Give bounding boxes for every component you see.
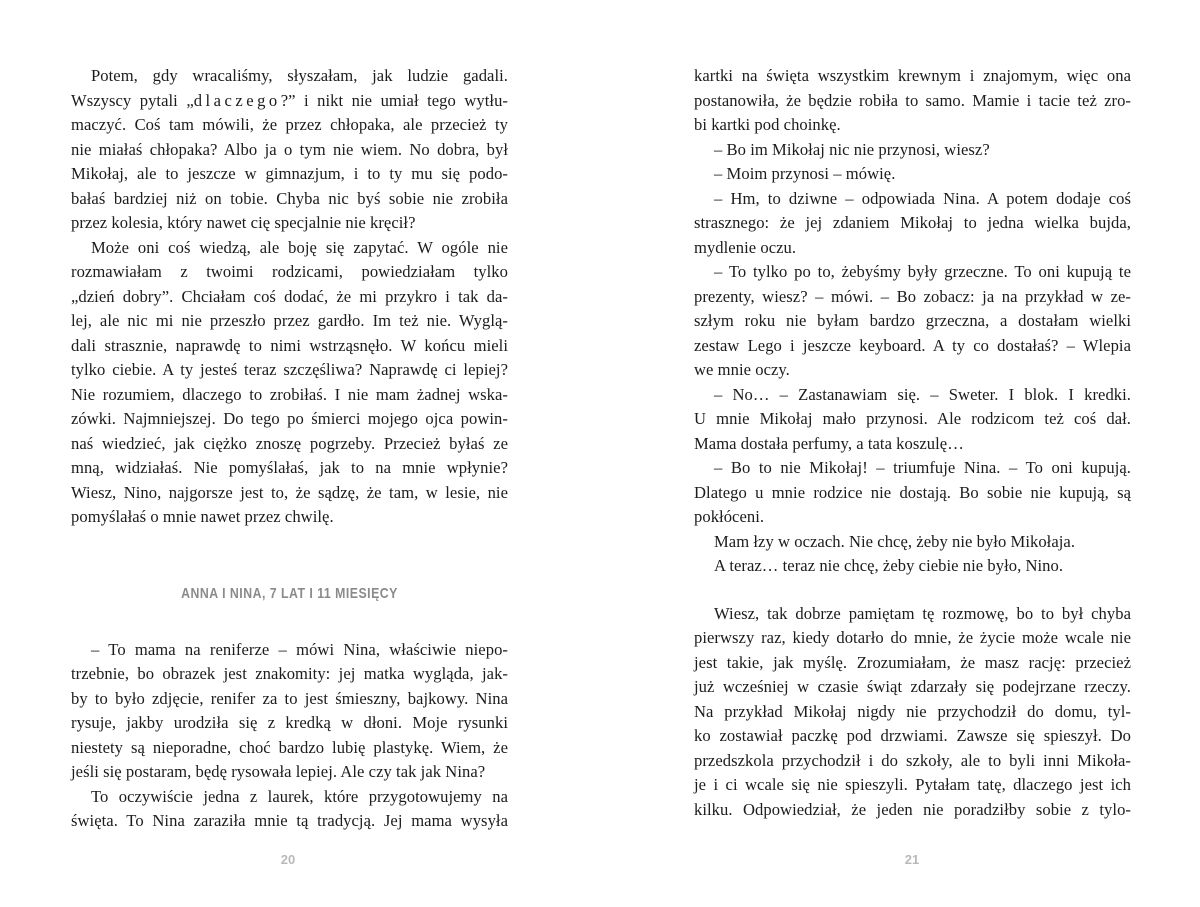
text-line: trzebnie, bo obrazek jest znakomity: jej matka wygląda, jak-	[71, 664, 508, 683]
text-line: rozmawiałam z twoimi rodzicami, powiedziałam tylko	[71, 262, 508, 281]
dialogue-line: – To tylko po to, żebyśmy były grzeczne. To oni kupują te	[714, 262, 1131, 281]
text-line: Mikołaj, ale to jeszcze w gimnazjum, i to ty mu się podo-	[71, 164, 508, 183]
text-line: „dzień dobry”. Chciałam coś dodać, że mi przykro i tak da-	[71, 286, 508, 306]
text-line: Dlatego u mnie rodzice nie dostają. Bo sobie nie kupują, są	[694, 482, 1131, 502]
text-line: jest takie, jak myślę. Zrozumiałam, że masz rację: przecież	[694, 652, 1131, 672]
text-line: szłym roku nie byłam bardzo grzeczna, a dostałam wielki	[694, 311, 1131, 330]
dialogue-line: – Bo to nie Mikołaj! – triumfuje Nina. – To oni kupują.	[714, 458, 1131, 477]
text-line: To oczywiście jedna z laurek, które przygotowujemy na	[91, 786, 508, 806]
text-line: kilku. Odpowiedział, że jeden nie poradziłby sobie z tylo-	[694, 799, 1131, 819]
text-line: Mam łzy w oczach. Nie chcę, żeby nie było Mikołaja.	[714, 531, 1076, 551]
text-line: pomyślałaś o mnie nawet przez chwilę.	[71, 507, 334, 526]
text-line: Mama dostała perfumy, a tata koszulę…	[694, 433, 964, 453]
text-line: by to było zdjęcie, renifer za to jest śmieszny, bajkowy. Nina	[71, 688, 508, 708]
text-line: nie miałaś chłopaka? Albo ja o tym nie wiem. No dobra, był	[71, 139, 508, 159]
text-line: zestaw Lego i jeszcze keyboard. A ty co dostałaś? – Wlepia	[694, 335, 1131, 355]
text-line: je i ci wcale się nie spieszyli. Pytałam tatę, dlaczego jest ich	[694, 775, 1131, 794]
dialogue-line: – Moim przynosi – mówię.	[714, 164, 896, 183]
text-line: bałaś bardziej niż on tobie. Chyba nic byś sobie nie zrobiła	[71, 188, 508, 208]
section-spacer	[71, 606, 508, 638]
text-line: maczyć. Coś tam mówili, że przez chłopaka, ale przecież ty	[71, 115, 508, 134]
text-line: Potem, gdy wracaliśmy, słyszałam, jak ludzie gadali.	[91, 66, 508, 85]
text-line: kartki na święta wszystkim krewnym i znajomym, więc ona	[694, 66, 1131, 85]
text-line	[71, 89, 508, 114]
chapter-heading: ANNA I NINA, 7 LAT I 11 MIESIĘCY	[181, 584, 398, 602]
text-line: prezenty, wiesz? – mówi. – Bo zobacz: ja na przykład w ze-	[694, 286, 1131, 306]
text-line: niestety są nieporadne, choć bardzo lubię plastykę. Wiem, że	[71, 737, 508, 757]
text-line: mydlenie oczu.	[694, 237, 797, 257]
text-line: święta. To Nina zaraziła mnie tą tradycją. Jej mama wysyła	[71, 811, 508, 830]
text-line: postanowiła, że będzie robiła to samo. Mamie i tacie też zro-	[694, 90, 1131, 110]
right-page	[694, 64, 1131, 822]
text-line: A teraz… teraz nie chcę, żeby ciebie nie było, Nino.	[714, 556, 1064, 575]
text-line: pierwszy raz, kiedy dotarło do mnie, że życie może wcale nie	[694, 628, 1131, 647]
dialogue-line: – Hm, to dziwne – odpowiada Nina. A potem dodaje coś	[714, 188, 1131, 208]
text-line: mną, widziałaś. Nie pomyślałaś, jak to na mnie wpłynie?	[71, 458, 508, 477]
text-line: ko zostawiał paczkę pod drzwiami. Zawsze się spieszył. Do	[694, 726, 1131, 745]
text-line: jeśli się postaram, będę rysowała lepiej. Ale czy tak jak Nina?	[71, 762, 486, 781]
text-line: tylko ciebie. A ty jesteś teraz szczęśliwa? Naprawdę ci lepiej?	[71, 360, 508, 379]
text-line: już wcześniej w czasie świąt zdarzały się podejrzane rzeczy.	[694, 677, 1131, 696]
text-fragment: ?” i nikt nie umiał tego wytłu-	[280, 90, 508, 110]
section-spacer	[694, 579, 1131, 602]
text-line: dali strasznie, naprawdę to nimi wstrząsnęło. W końcu mieli	[71, 335, 508, 355]
emphasized-word: dlaczego	[193, 90, 281, 110]
text-line: zówki. Najmniejszej. Do tego po śmierci mojego ojca powin-	[71, 409, 508, 428]
text-line: bi kartki pod choinkę.	[694, 115, 841, 134]
text-line: Wiesz, tak dobrze pamiętam tę rozmowę, bo to był chyba	[714, 603, 1131, 623]
text-fragment: Wszyscy pytali „	[71, 90, 194, 110]
text-line: strasznego: że jej zdaniem Mikołaj to jedna wielka bujda,	[694, 213, 1131, 232]
page-number-right: 21	[904, 852, 920, 867]
dialogue-line: – No… – Zastanawiam się. – Sweter. I blok. I kredki.	[714, 384, 1131, 404]
dialogue-line: – Bo im Mikołaj nic nie przynosi, wiesz?	[714, 139, 990, 159]
text-line: we mnie oczy.	[694, 360, 790, 379]
page-number-left: 20	[280, 852, 296, 867]
text-line: – To mama na reniferze – mówi Nina, właściwie niepo-	[91, 639, 508, 659]
text-line: naś wiedzieć, jak ciężko znoszę pogrzeby. Przecież byłaś ze	[71, 433, 508, 453]
text-line: lej, ale nic mi nie przeszło przez gardło. Im też nie. Wyglą-	[71, 311, 508, 330]
text-line: Wiesz, Nino, najgorsze jest to, że sądzę, że tam, w lesie, nie	[71, 482, 508, 502]
left-page	[71, 64, 508, 834]
text-line: przez kolesia, który nawet cię specjalnie nie kręcił?	[71, 213, 416, 232]
text-line: Na przykład Mikołaj nigdy nie przychodził do domu, tyl-	[694, 701, 1131, 721]
section-spacer	[71, 530, 508, 582]
text-line: Może oni coś wiedzą, ale boję się zapytać. W ogóle nie	[91, 237, 508, 257]
text-line: przedszkola przychodził i do szkoły, ale to byli inni Mikoła-	[694, 750, 1131, 770]
text-line: Nie rozumiem, dlaczego to zrobiłaś. I nie mam żadnej wska-	[71, 384, 508, 404]
text-line: rysuje, jakby urodziła się z kredką w dłoni. Moje rysunki	[71, 713, 508, 732]
text-line: U mnie Mikołaj mało przynosi. Ale rodzicom też coś dał.	[694, 409, 1131, 428]
text-line: pokłóceni.	[694, 507, 765, 526]
